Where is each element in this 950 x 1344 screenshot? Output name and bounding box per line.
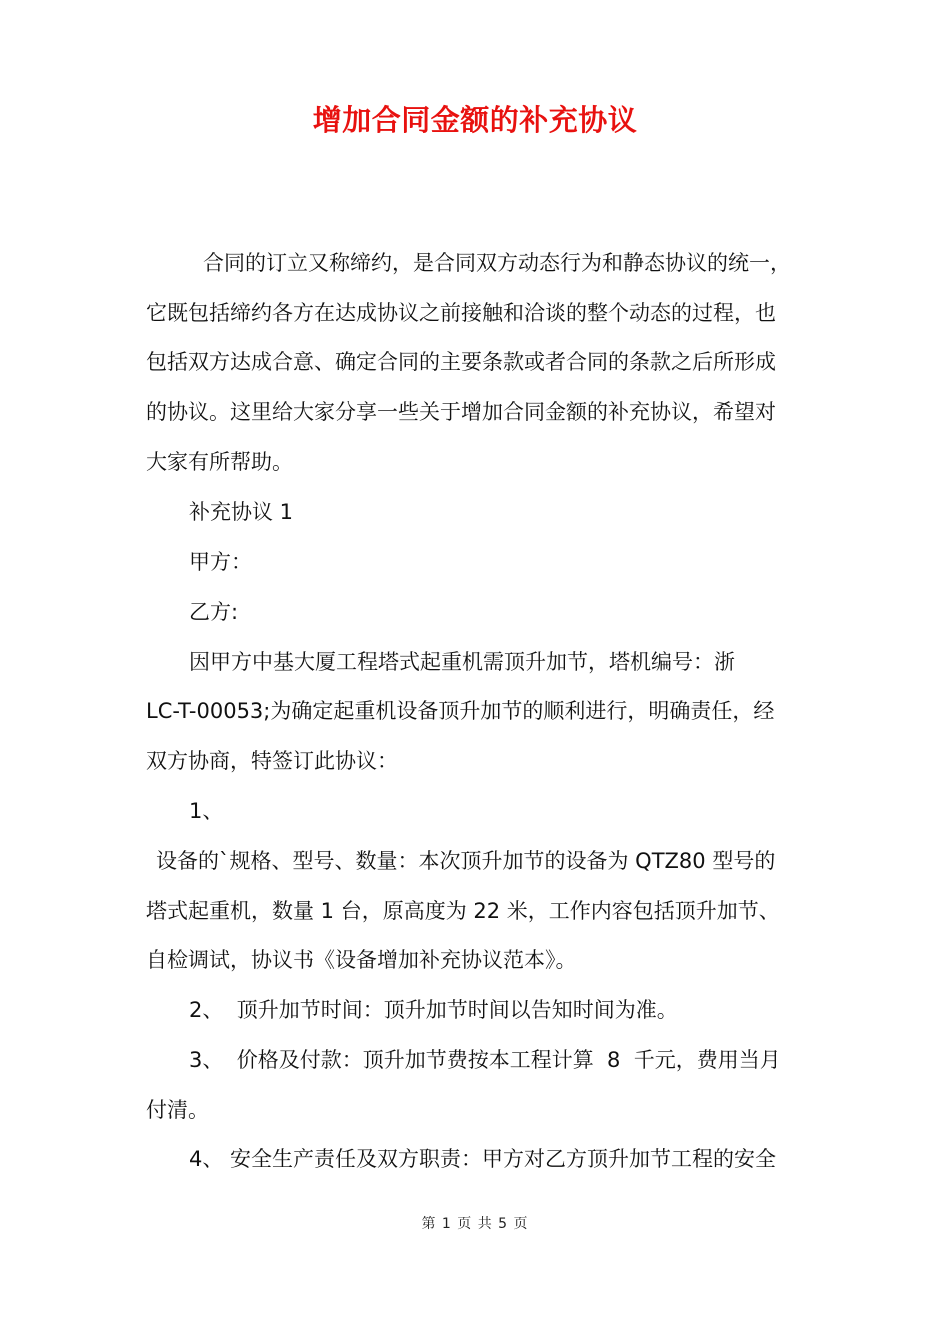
text-line: 大家有所帮助。 <box>146 450 293 474</box>
party-a-label: 甲方： <box>189 550 252 574</box>
text-line: 包括双方达成合意、确定合同的主要条款或者合同的条款之后所形成 <box>146 350 776 374</box>
text-line: 设备的`规格、型号、数量：本次顶升加节的设备为 QTZ80 型号的 <box>156 849 776 873</box>
text-line: 因甲方中基大厦工程塔式起重机需顶升加节，塔机编号：浙 <box>189 650 735 674</box>
text-line: 它既包括缔约各方在达成协议之前接触和洽谈的整个动态的过程，也 <box>146 301 776 325</box>
item-4-paragraph: 4、 安全生产责任及双方职责：甲方对乙方顶升加节工程的安全 <box>189 1147 777 1171</box>
text-line: 双方协商，特签订此协议： <box>146 749 398 773</box>
text-line: 塔式起重机，数量 1 台，原高度为 22 米，工作内容包括顶升加节、 <box>146 899 780 923</box>
agreement-heading: 补充协议 1 <box>189 500 294 524</box>
text-line: 3、 价格及付款：顶升加节费按本工程计算 8 千元，费用当月 <box>189 1048 781 1072</box>
text-line: 合同的订立又称缔约，是合同双方动态行为和静态协议的统一， <box>203 251 791 275</box>
text-line: 付清。 <box>146 1098 209 1122</box>
page-number-footer: 第 1 页 共 5 页 <box>421 1216 529 1232</box>
text-line: 自检调试，协议书《设备增加补充协议范本》。 <box>146 948 577 972</box>
item-1-number: 1、 <box>189 799 224 823</box>
document-title: 增加合同金额的补充协议 <box>312 103 638 137</box>
item-2-paragraph: 2、 顶升加节时间：顶升加节时间以告知时间为准。 <box>189 998 678 1022</box>
text-line: LC-T-00053;为确定起重机设备顶升加节的顺利进行，明确责任，经 <box>146 699 775 723</box>
party-b-label: 乙方: <box>189 600 239 624</box>
text-line: 的协议。这里给大家分享一些关于增加合同金额的补充协议，希望对 <box>146 400 776 424</box>
